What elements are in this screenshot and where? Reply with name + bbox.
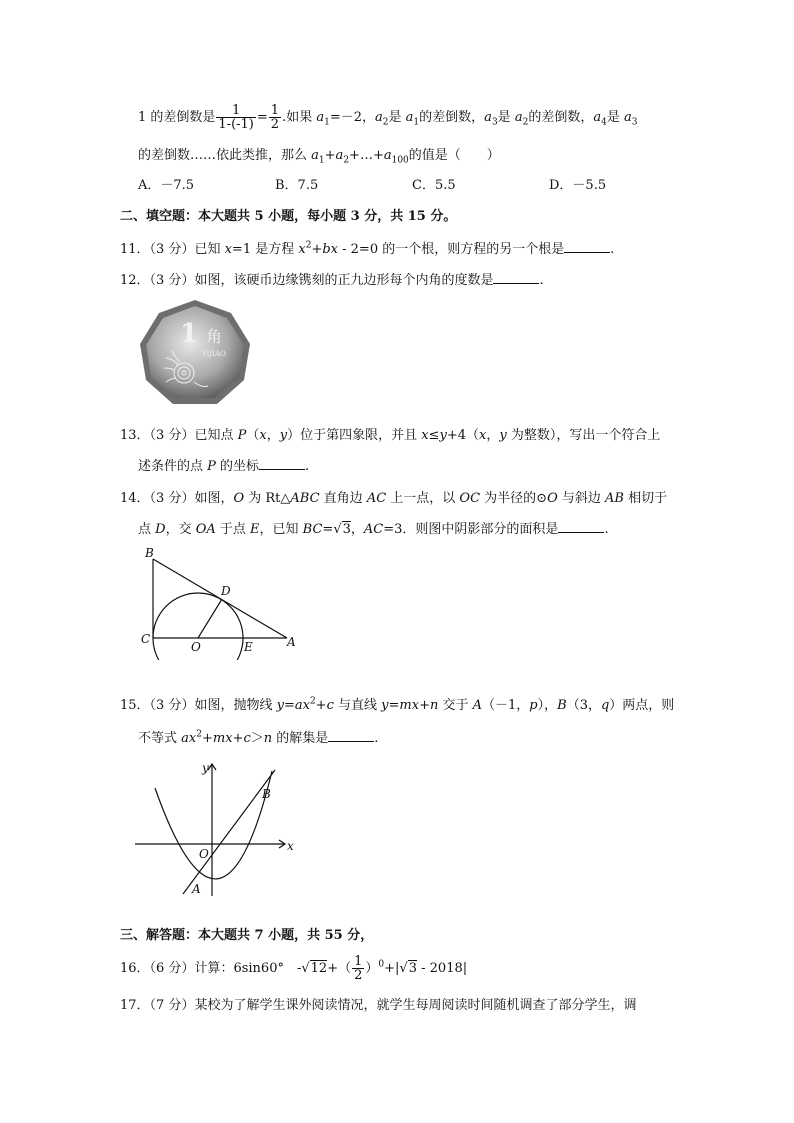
label-d: D — [221, 584, 231, 598]
answer-blank[interactable] — [259, 457, 305, 470]
coin-pinyin: YIJIAO — [202, 350, 226, 358]
answer-blank[interactable] — [564, 240, 610, 253]
label-a: A — [287, 635, 296, 649]
label-b: B — [262, 787, 271, 801]
label-a: A — [192, 882, 201, 896]
answer-blank[interactable] — [558, 520, 604, 533]
label-y: y — [202, 761, 209, 775]
parabola-figure — [135, 758, 305, 898]
fraction: $\frac{1}{2}$ — [270, 103, 280, 132]
fraction: $\frac{1}{1-(-1)}$ — [218, 103, 254, 132]
coin-char: 角 — [206, 327, 223, 346]
q13-line2: 述条件的点 P 的坐标 . — [138, 459, 310, 474]
answer-blank[interactable] — [493, 271, 539, 284]
q14-line2: 点 D，交 OA 于点 E，已知 BC=√3，AC=3．则图中阴影部分的面积是 . — [138, 522, 609, 537]
label-e: E — [244, 640, 253, 654]
q10-line2: 的差倒数……依此类推，那么 $a_1+a_2+\dots+a_{100}$的值是（ ） — [138, 148, 500, 166]
q10-options — [138, 176, 686, 196]
label-o: O — [199, 847, 209, 861]
triangle-circle-figure — [138, 545, 308, 660]
fraction: $\frac{1}{2}$ — [354, 954, 363, 983]
q14-line1: 14．（3 分）如图，O 为 Rt△ABC 直角边 AC 上一点，以 OC 为半径的⊙O 与斜边 AB 相切于 — [120, 491, 668, 506]
coin-image — [136, 298, 254, 410]
label-b: B — [145, 546, 154, 560]
label-c: C — [141, 632, 151, 646]
q17: 17．（7 分）某校为了解学生课外阅读情况，就学生每周阅读时间随机调查了部分学生，调 — [120, 998, 637, 1013]
answer-blank[interactable] — [328, 729, 374, 742]
q13-line1: 13．（3 分）已知点 P（x，y）位于第四象限，并且 x≤y+4（x，y 为整数），写出一个符合上 — [120, 428, 661, 443]
q11: 11．（3 分）已知 x=1 是方程 $x^2+bx - 2=0$ 的一个根，则方程的另一个根是 . — [120, 240, 615, 257]
option-a: A．－7.5 — [138, 178, 195, 193]
option-d: D．－5.5 — [549, 178, 607, 193]
section-3-heading: 三、解答题：本大题共 7 小题，共 55 分， — [120, 928, 374, 943]
q15-line2: 不等式 $ax^2+mx+c>n$ 的解集是 . — [138, 729, 379, 746]
option-b: B．7.5 — [275, 178, 319, 193]
q10-line1: 1 的差倒数是 $\frac{1}{1-(-1)}$ = $\frac{1}{2}$ .如果 $a_1=-2$，$a_2$是 $a_1$的差倒数，$a_3$是 $a_2$的差倒数，$a_4$是 $a_3$ — [138, 103, 638, 132]
section-2-heading: 二、填空题：本大题共 5 小题，每小题 3 分，共 15 分。 — [120, 209, 457, 224]
label-x: x — [287, 839, 294, 853]
option-c: C．5.5 — [412, 178, 456, 193]
q12: 12．（3 分）如图，该硬币边缘镌刻的正九边形每个内角的度数是 . — [120, 273, 544, 288]
label-o: O — [191, 640, 201, 654]
q15-line1: 15．（3 分）如图，抛物线 $y=ax^2+c$ 与直线 y=mx+n 交于 A（－1，p），B（3，q）两点，则 — [120, 696, 675, 713]
q16: 16．（6 分）计算：6sin60° -√12+（ $\frac{1}{2}$ ）$^0$+|√3 - 2018| — [120, 954, 468, 983]
coin-digit: 1 — [180, 319, 199, 349]
